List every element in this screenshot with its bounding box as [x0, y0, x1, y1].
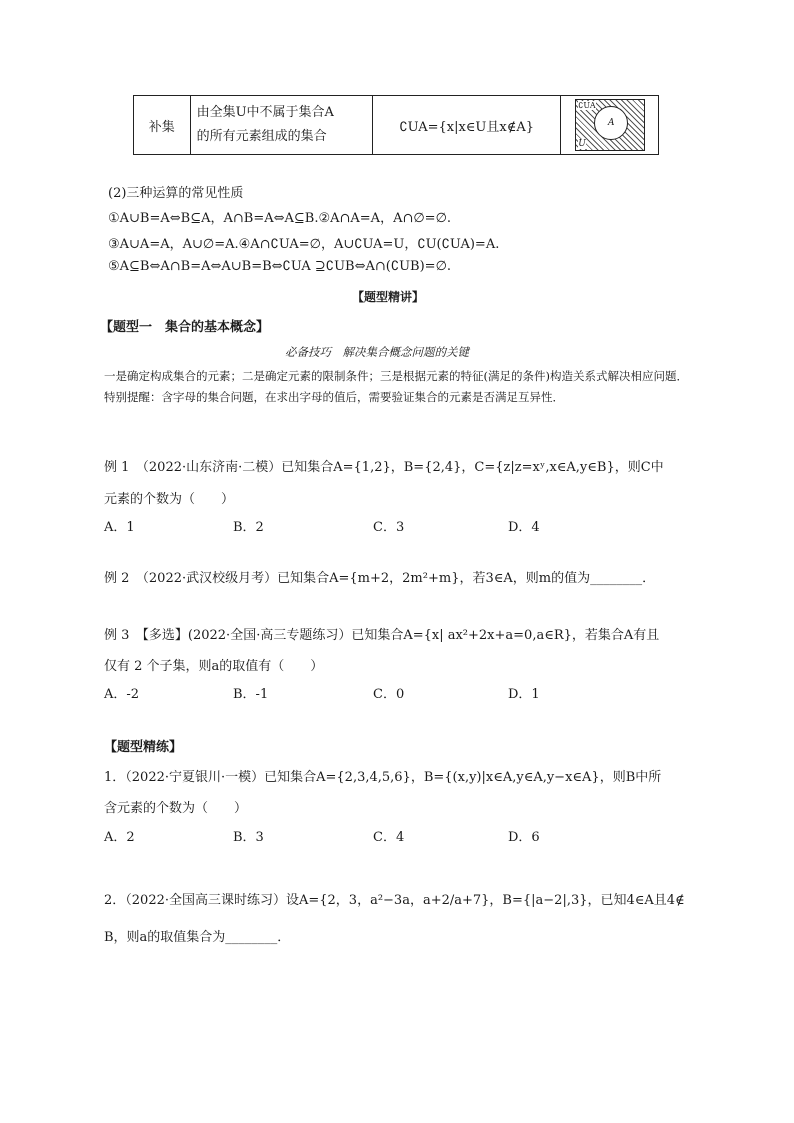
type1-heading: 【题型一 集合的基本概念】: [100, 320, 270, 335]
practice-heading: 【题型精练】: [104, 740, 183, 755]
table-row: [134, 96, 659, 155]
example1-line1: 例 1 （2022·山东济南·二模）已知集合A={1,2}，B={2,4}，C={z|z=xʸ,x∈A,y∈B}，则C中: [104, 460, 664, 475]
row-description: [190, 96, 373, 155]
venn-diagram: [575, 99, 645, 151]
practice-q2-line1: 2．（2022·全国高三课时练习）设A={2，3，a²−3a，a+2/a+7}，B={|a−2|,3}，已知4∈A且4∉: [104, 893, 685, 908]
desc-line-2: 的所有元素组成的集合: [196, 129, 327, 144]
example3-option-d: D．1: [508, 687, 540, 702]
tip-title: 必备技巧 解决集合概念问题的关键: [285, 345, 469, 359]
property-line-2: ③A∪A=A，A∪∅=A.④A∩∁UA=∅，A∪∁UA=U，∁U(∁UA)=A.: [108, 237, 500, 252]
example1-option-b: B．2: [233, 520, 264, 535]
properties-heading: (2)三种运算的常见性质: [108, 186, 244, 201]
row-label: 补集: [134, 96, 191, 155]
complement-table: [133, 95, 659, 155]
tip-body: 一是确定构成集合的元素；二是确定元素的限制条件；三是根据元素的特征(满足的条件)构造关系式解决相应问题．特别提醒：含字母的集合问题，在求出字母的值后，需要验证集合的元素是否满足互异性．: [104, 369, 688, 404]
practice-q1-option-c: C．4: [373, 830, 405, 845]
example1-line2: 元素的个数为（ ）: [104, 492, 235, 507]
example3-option-a: A．-2: [104, 687, 140, 702]
venn-universe-label: U: [578, 139, 586, 149]
example1-option-c: C．3: [373, 520, 405, 535]
example3-option-b: B．-1: [233, 687, 269, 702]
example2-line1: 例 2 （2022·武汉校级月考）已知集合A={m+2，2m²+m}，若3∈A，则m的值为________．: [104, 571, 656, 586]
example3-line2: 仅有 2 个子集，则a的取值有（ ）: [104, 659, 324, 674]
practice-q1-option-b: B．3: [233, 830, 264, 845]
venn-set-a: A: [594, 106, 628, 140]
property-line-1: ①A∪B=A⇔B⊆A，A∩B=A⇔A⊆B.②A∩A=A，A∩∅=∅.: [108, 211, 452, 226]
section-title: 【题型精讲】: [352, 290, 425, 304]
example3-line1: 例 3 【多选】(2022·全国·高三专题练习）已知集合A={x| ax²+2x+a=0,a∈R}，若集合A有且: [104, 628, 660, 643]
practice-q1-option-a: A．2: [104, 830, 135, 845]
example3-option-c: C．0: [373, 687, 405, 702]
practice-q2-line2: B，则a的取值集合为________．: [104, 930, 291, 945]
practice-q1-option-d: D．6: [508, 830, 540, 845]
practice-q1-line2: 含元素的个数为（ ）: [104, 801, 248, 816]
venn-complement-label: ∁UA: [578, 101, 596, 110]
example1-option-a: A．1: [104, 520, 135, 535]
venn-cell: [561, 96, 659, 155]
property-line-3: ⑤A⊆B⇔A∩B=A⇔A∪B=B⇔∁UA ⊇∁UB⇔A∩(∁UB)=∅.: [108, 259, 452, 274]
example1-option-d: D．4: [508, 520, 540, 535]
desc-line-1: 由全集U中不属于集合A: [196, 105, 334, 120]
row-notation: ∁UA={x|x∈U且x∉A}: [373, 96, 561, 155]
practice-q1-line1: 1．（2022·宁夏银川·一模）已知集合A={2,3,4,5,6}，B={(x,y)|x∈A,y∈A,y−x∈A}，则B中所: [104, 770, 662, 785]
